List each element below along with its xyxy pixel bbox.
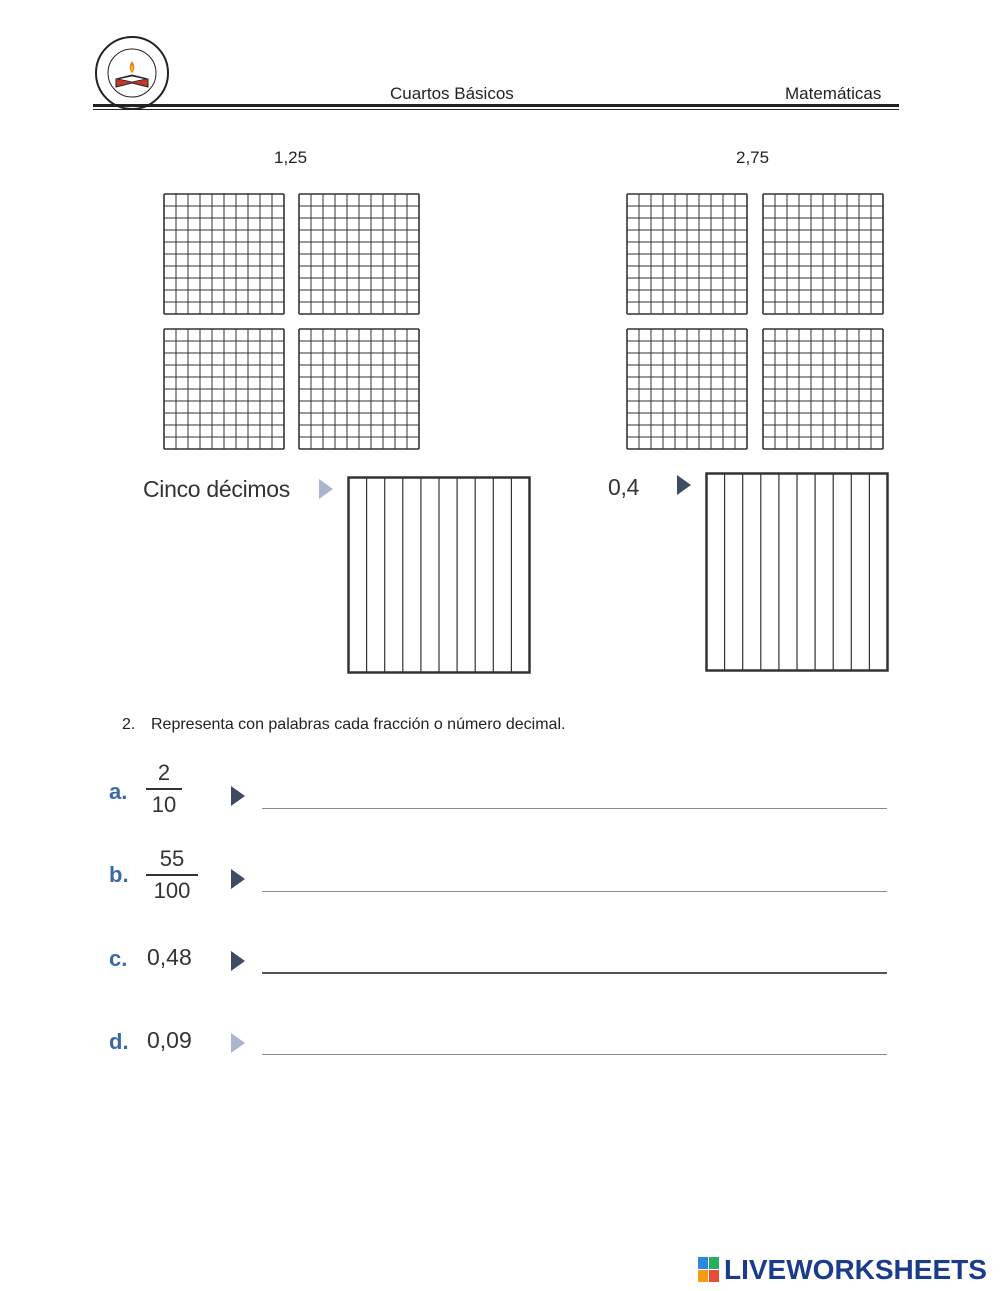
arrow-icon <box>319 479 333 499</box>
hundred-grid[interactable] <box>163 328 285 450</box>
fraction <box>146 846 198 904</box>
item-letter: b. <box>109 862 129 887</box>
liveworksheets-brand: LIVEWORKSHEETS <box>724 1254 987 1285</box>
numerator: 55 <box>159 846 185 871</box>
arrow-icon <box>231 951 245 971</box>
hundred-grid[interactable] <box>626 328 748 450</box>
grade-label: Cuartos Básicos <box>390 84 514 103</box>
left-strip-label: Cinco décimos <box>143 476 290 502</box>
tenths-strip[interactable] <box>705 472 889 672</box>
hundred-grid[interactable] <box>762 328 884 450</box>
question-instruction: Representa con palabras cada fracción o número decimal. <box>151 716 566 733</box>
hundred-grid[interactable] <box>762 193 884 315</box>
subject-label: Matemáticas <box>785 84 882 103</box>
denominator: 100 <box>153 878 191 903</box>
tenths-strip[interactable] <box>347 476 531 674</box>
hundred-grid[interactable] <box>298 193 420 315</box>
header-divider-thin <box>93 109 899 110</box>
item-letter: a. <box>109 779 128 804</box>
hundred-grid[interactable] <box>163 193 285 315</box>
right-value-label: 2,75 <box>736 148 770 167</box>
hundred-grid[interactable] <box>298 328 420 450</box>
decimal-value: 0,09 <box>147 1027 192 1053</box>
liveworksheets-icon <box>698 1257 720 1283</box>
numerator: 2 <box>157 760 171 785</box>
item-letter: c. <box>109 946 128 971</box>
answer-line[interactable] <box>262 972 887 974</box>
item-letter: d. <box>109 1029 129 1054</box>
left-value-label: 1,25 <box>274 148 308 167</box>
arrow-icon <box>677 475 691 495</box>
question-number: 2. <box>122 716 136 733</box>
right-strip-label: 0,4 <box>608 474 640 500</box>
arrow-icon <box>231 869 245 889</box>
school-logo <box>94 35 170 111</box>
decimal-value: 0,48 <box>147 944 192 970</box>
arrow-icon <box>231 786 245 806</box>
answer-line[interactable] <box>262 1054 887 1055</box>
answer-line[interactable] <box>262 808 887 809</box>
answer-line[interactable] <box>262 891 887 892</box>
header-divider <box>93 104 899 107</box>
arrow-icon <box>231 1033 245 1053</box>
fraction-bar <box>146 874 198 876</box>
hundred-grid[interactable] <box>626 193 748 315</box>
fraction <box>146 760 182 818</box>
denominator: 10 <box>151 792 177 817</box>
fraction-bar <box>146 788 182 790</box>
